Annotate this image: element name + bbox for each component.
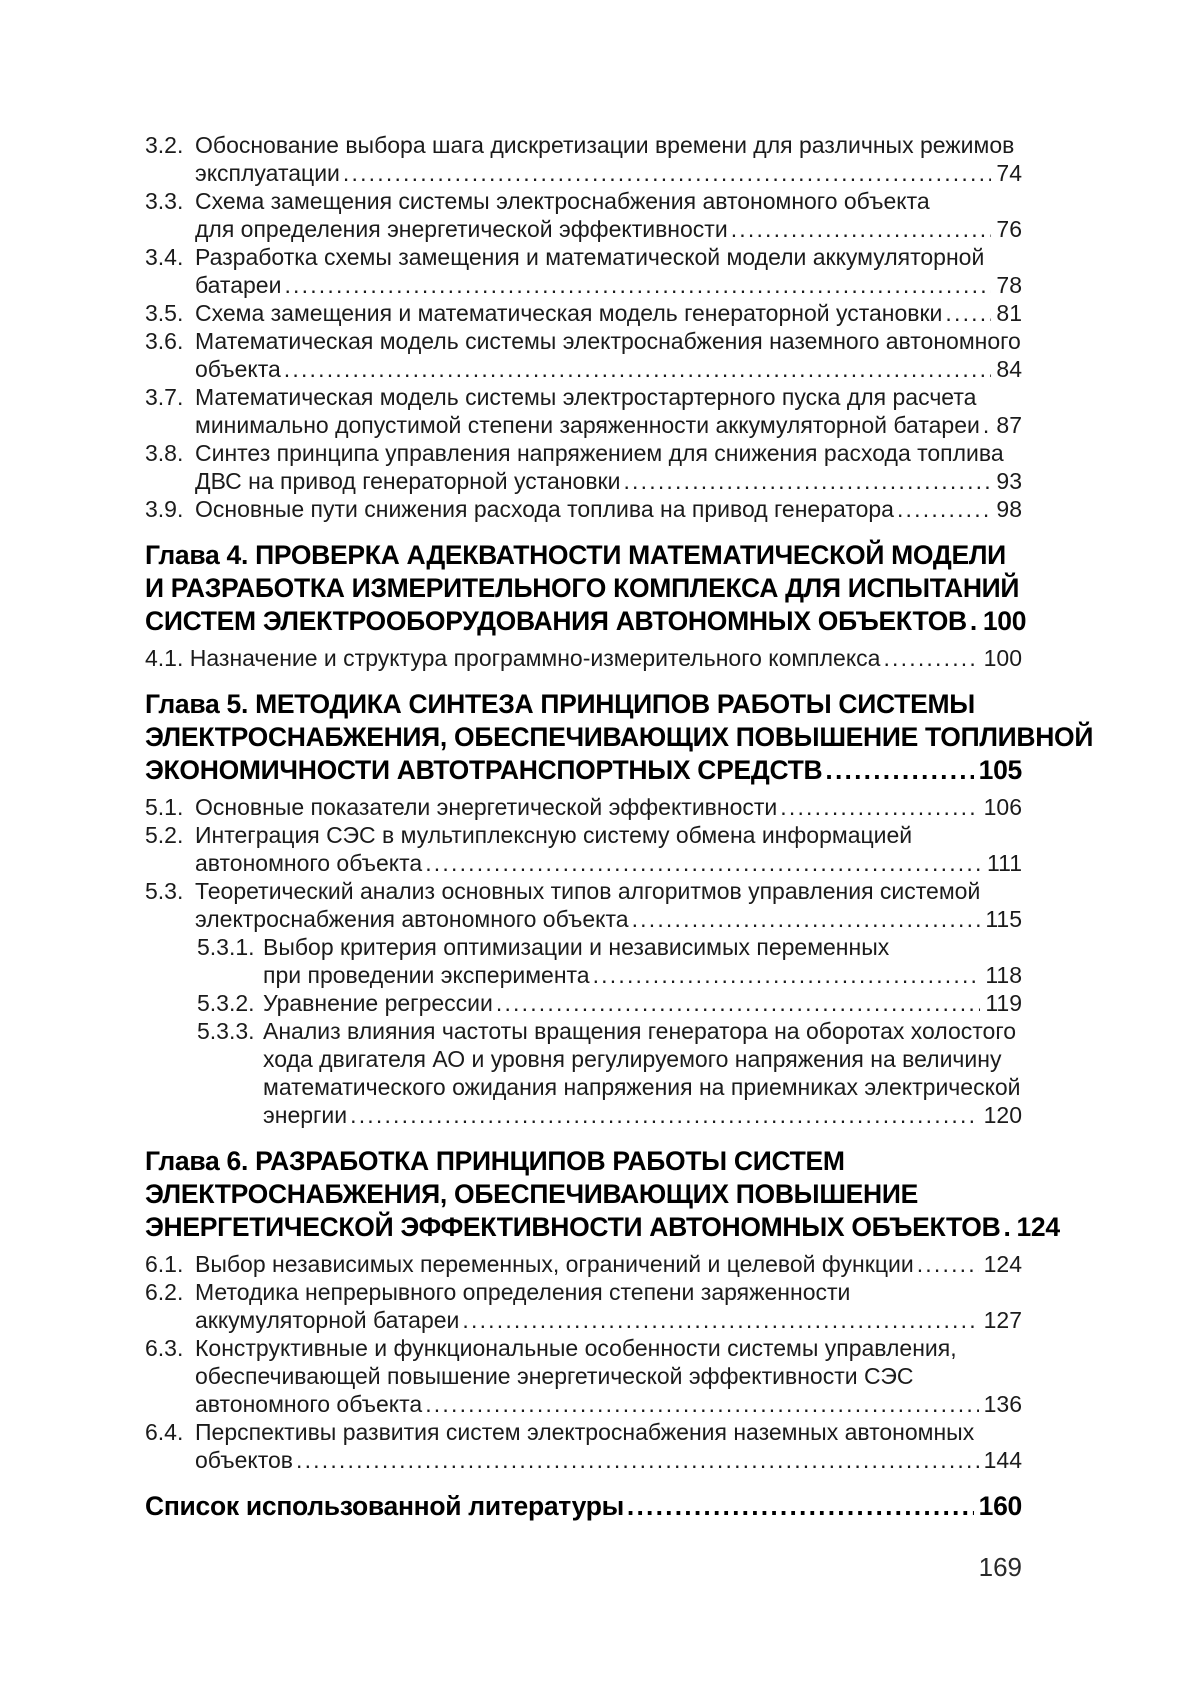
entry-page-number: 74 [996, 160, 1022, 186]
dot-leader [343, 159, 992, 187]
dot-leader [917, 1250, 979, 1278]
toc-line [195, 793, 1022, 821]
toc-entry [145, 1278, 1022, 1334]
toc-line [195, 1306, 1022, 1334]
toc-entry [145, 1250, 1022, 1278]
toc-line [195, 1334, 1022, 1362]
toc-chapter-heading [145, 539, 1027, 638]
dot-leader [897, 495, 991, 523]
toc-line [145, 688, 1022, 721]
entry-text: 4.1. Назначение и структура программно-измерительного комплекса [145, 645, 881, 671]
entry-text: автономного объекта [195, 1391, 423, 1417]
dot-leader [627, 1490, 974, 1523]
entry-number: 3.4. [145, 244, 184, 270]
entry-text: Теоретический анализ основных типов алгоритмов управления системой [195, 878, 981, 904]
dot-leader [731, 215, 992, 243]
entry-text: Конструктивные и функциональные особенности системы управления, [195, 1335, 957, 1361]
toc-entry [145, 495, 1022, 523]
toc-line [195, 849, 1022, 877]
entry-text: Основные показатели энергетической эффективности [195, 794, 778, 820]
entry-page-number: 98 [996, 496, 1022, 522]
toc-line [195, 383, 1022, 411]
entry-text: ДВС на привод генераторной установки [195, 468, 621, 494]
dot-leader [425, 849, 982, 877]
entry-number: 3.7. [145, 384, 184, 410]
entry-page-number: 144 [983, 1447, 1022, 1473]
entry-number: 6.2. [145, 1279, 184, 1305]
entry-number: 3.2. [145, 132, 184, 158]
toc-line [195, 215, 1022, 243]
entry-text: энергии [263, 1102, 348, 1128]
toc-line [145, 572, 1022, 605]
dot-leader [496, 989, 980, 1017]
toc-entry [145, 821, 1022, 877]
toc-line [195, 877, 1022, 905]
toc-entry [145, 383, 1022, 439]
entry-text: Математическая модель системы электроснабжения наземного автономного [195, 328, 1021, 354]
toc-entry [145, 1017, 1022, 1129]
dot-leader [623, 467, 991, 495]
toc-entry [145, 243, 1022, 299]
entry-text: ЭНЕРГЕТИЧЕСКОЙ ЭФФЕКТИВНОСТИ АВТОНОМНЫХ ОБЪЕКТОВ [145, 1212, 1001, 1242]
entry-text: хода двигателя АО и уровня регулируемого напряжения на величину [263, 1046, 1002, 1072]
entry-page-number: 124 [983, 1251, 1022, 1277]
dot-leader [425, 1390, 978, 1418]
entry-text: Глава 5. МЕТОДИКА СИНТЕЗА ПРИНЦИПОВ РАБОТЫ СИСТЕМЫ [145, 689, 975, 719]
toc-entry [145, 1418, 1022, 1474]
toc-entry [145, 1334, 1022, 1418]
entry-page-number: 115 [985, 906, 1022, 932]
toc-entry [145, 131, 1022, 187]
entry-number: 3.5. [145, 300, 184, 326]
toc-line [263, 1073, 1022, 1101]
entry-page-number: 78 [996, 272, 1022, 298]
toc-entry [145, 299, 1022, 327]
entry-text: Выбор критерия оптимизации и независимых переменных [263, 934, 890, 960]
entry-number: 3.3. [145, 188, 184, 214]
entry-page-number: 124 [1016, 1212, 1060, 1242]
toc-list [145, 131, 1094, 1523]
toc-line [263, 1045, 1022, 1073]
toc-line [195, 243, 1022, 271]
entry-number: 6.1. [145, 1251, 184, 1277]
toc-line [195, 327, 1022, 355]
entry-text: Разработка схемы замещения и математической модели аккумуляторной [195, 244, 985, 270]
entry-text: для определения энергетической эффективности [195, 216, 728, 242]
entry-page-number: 119 [985, 990, 1022, 1016]
entry-page-number: 100 [983, 645, 1022, 671]
dot-leader [825, 754, 973, 787]
entry-page-number: 105 [978, 755, 1022, 785]
toc-line [263, 1017, 1022, 1045]
footer-page-number: 169 [978, 1552, 1022, 1582]
entry-text: И РАЗРАБОТКА ИЗМЕРИТЕЛЬНОГО КОМПЛЕКСА ДЛЯ ИСПЫТАНИЙ [145, 573, 1020, 603]
dot-leader [593, 961, 981, 989]
entry-text: при проведении эксперимента [263, 962, 590, 988]
entry-text: автономного объекта [195, 850, 423, 876]
entry-text: Уравнение регрессии [263, 990, 493, 1016]
toc-line [145, 721, 1094, 754]
dot-leader [350, 1101, 979, 1129]
toc-entry [145, 877, 1022, 933]
entry-number: 6.3. [145, 1335, 184, 1361]
dot-leader [462, 1306, 978, 1334]
toc-chapter-heading [145, 1145, 1060, 1244]
entry-number: 5.3.2. [197, 990, 255, 1016]
entry-number: 5.3.1. [197, 934, 255, 960]
dot-leader [780, 793, 978, 821]
entry-page-number: 87 [996, 412, 1022, 438]
entry-number: 5.1. [145, 794, 184, 820]
toc-chapter-heading [145, 1490, 1022, 1523]
dot-leader [983, 411, 992, 439]
entry-page-number: 100 [982, 606, 1027, 636]
toc-line [263, 1101, 1022, 1129]
toc-line [195, 439, 1022, 467]
dot-leader [284, 355, 992, 383]
toc-line [195, 355, 1022, 383]
entry-number: 6.4. [145, 1419, 184, 1445]
entry-text: ЭКОНОМИЧНОСТИ АВТОТРАНСПОРТНЫХ СРЕДСТВ [145, 755, 823, 785]
entry-page-number: 76 [996, 216, 1022, 242]
entry-text: СИСТЕМ ЭЛЕКТРООБОРУДОВАНИЯ АВТОНОМНЫХ ОБЪЕКТОВ [145, 606, 967, 636]
entry-number: 3.6. [145, 328, 184, 354]
entry-text: аккумуляторной батареи [195, 1307, 460, 1333]
entry-text: Интеграция СЭС в мультиплексную систему обмена информацией [195, 822, 913, 848]
entry-text: Математическая модель системы электростартерного пуска для расчета [195, 384, 977, 410]
toc-line [195, 495, 1022, 523]
entry-text: Синтез принципа управления напряжением для снижения расхода топлива [195, 440, 1004, 466]
toc-line [195, 271, 1022, 299]
toc-entry [145, 327, 1022, 383]
entry-text: Перспективы развития систем электроснабжения наземных автономных [195, 1419, 975, 1445]
entry-text: Методика непрерывного определения степени заряженности [195, 1279, 851, 1305]
entry-number: 5.3. [145, 878, 184, 904]
toc-chapter-heading [145, 688, 1094, 787]
toc-line [195, 1362, 1022, 1390]
toc-line [145, 605, 1027, 638]
dot-leader [296, 1446, 979, 1474]
entry-text: ЭЛЕКТРОСНАБЖЕНИЯ, ОБЕСПЕЧИВАЮЩИХ ПОВЫШЕНИЕ [145, 1179, 918, 1209]
toc-entry [145, 644, 1022, 672]
entry-text: Выбор независимых переменных, ограничений и целевой функции [195, 1251, 914, 1277]
entry-text: Список использованной литературы [145, 1491, 624, 1521]
entry-text: батареи [195, 272, 282, 298]
toc-line [195, 905, 1022, 933]
entry-text: Глава 6. РАЗРАБОТКА ПРИНЦИПОВ РАБОТЫ СИСТЕМ [145, 1146, 845, 1176]
toc-line [195, 299, 1022, 327]
entry-page-number: 111 [987, 850, 1022, 876]
dot-leader [284, 271, 991, 299]
toc-line [145, 754, 1022, 787]
entry-page-number: 81 [996, 300, 1022, 326]
toc-line [145, 644, 1022, 672]
toc-line [195, 821, 1022, 849]
toc-entry [145, 439, 1022, 495]
entry-text: электроснабжения автономного объекта [195, 906, 629, 932]
toc-entry [145, 933, 1022, 989]
entry-page-number: 118 [985, 962, 1022, 988]
toc-line [195, 187, 1022, 215]
dot-leader [970, 605, 978, 638]
entry-text: математического ожидания напряжения на приемниках электрической [263, 1074, 1021, 1100]
toc-entry [145, 793, 1022, 821]
toc-line [195, 1278, 1022, 1306]
toc-line [195, 1250, 1022, 1278]
toc-line [145, 1490, 1022, 1523]
entry-text: Схема замещения и математическая модель генераторной установки [195, 300, 943, 326]
toc-line [263, 961, 1022, 989]
entry-page-number: 84 [996, 356, 1022, 382]
entry-text: минимально допустимой степени заряженности аккумуляторной батареи [195, 412, 980, 438]
toc-line [263, 989, 1022, 1017]
entry-text: обеспечивающей повышение энергетической эффективности СЭС [195, 1363, 914, 1389]
toc-line [195, 131, 1022, 159]
dot-leader [1003, 1211, 1011, 1244]
toc-line [145, 1211, 1060, 1244]
toc-entry [145, 187, 1022, 243]
entry-text: Анализ влияния частоты вращения генератора на оборотах холостого [263, 1018, 1016, 1044]
entry-text: Основные пути снижения расхода топлива на привод генератора [195, 496, 894, 522]
entry-page-number: 120 [983, 1102, 1022, 1128]
toc-line [195, 1446, 1022, 1474]
entry-page-number: 136 [983, 1391, 1022, 1417]
entry-text: Обоснование выбора шага дискретизации времени для различных режимов [195, 132, 1015, 158]
entry-text: эксплуатации [195, 160, 340, 186]
dot-leader [632, 905, 981, 933]
entry-text: объектов [195, 1447, 293, 1473]
dot-leader [883, 644, 978, 672]
entry-number: 5.3.3. [197, 1018, 255, 1044]
toc-line [195, 159, 1022, 187]
entry-page-number: 160 [978, 1491, 1022, 1521]
toc-line [195, 467, 1022, 495]
entry-page-number: 93 [996, 468, 1022, 494]
toc-line [195, 1390, 1022, 1418]
toc-entry [145, 989, 1022, 1017]
toc-line [195, 411, 1022, 439]
entry-number: 5.2. [145, 822, 184, 848]
toc-line [195, 1418, 1022, 1446]
entry-text: Схема замещения системы электроснабжения автономного объекта [195, 188, 930, 214]
entry-text: Глава 4. ПРОВЕРКА АДЕКВАТНОСТИ МАТЕМАТИЧЕСКОЙ МОДЕЛИ [145, 540, 1006, 570]
entry-number: 3.8. [145, 440, 184, 466]
entry-text: ЭЛЕКТРОСНАБЖЕНИЯ, ОБЕСПЕЧИВАЮЩИХ ПОВЫШЕНИЕ ТОПЛИВНОЙ [145, 722, 1094, 752]
entry-page-number: 127 [983, 1307, 1022, 1333]
dot-leader [945, 299, 991, 327]
toc-line [145, 1145, 1022, 1178]
entry-number: 3.9. [145, 496, 184, 522]
toc-line [145, 539, 1022, 572]
entry-text: объекта [195, 356, 281, 382]
toc-line [145, 1178, 1022, 1211]
toc-line [263, 933, 1022, 961]
entry-page-number: 106 [983, 794, 1022, 820]
